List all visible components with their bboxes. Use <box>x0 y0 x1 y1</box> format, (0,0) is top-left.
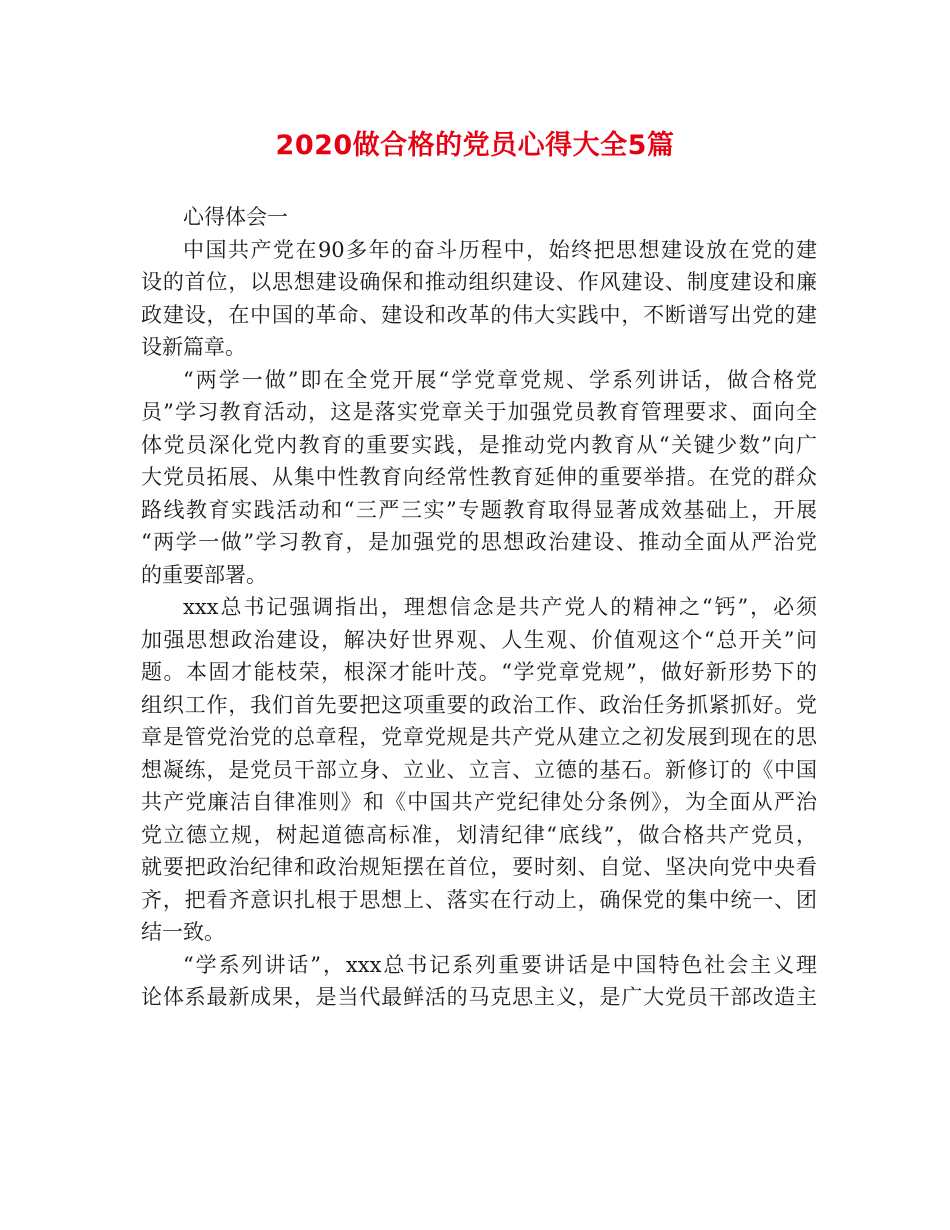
paragraph-line: 体党员深化党内教育的重要实践，是推动党内教育从“关键少数”向广 <box>141 432 817 457</box>
paragraph-line: 章是管党治党的总章程，党章党规是共产党从建立之初发展到现在的思 <box>141 725 817 749</box>
paragraph-line: 中国共产党在90多年的奋斗历程中，始终把思想建设放在党的建 <box>183 237 817 262</box>
paragraph-line: 设新篇章。 <box>141 335 246 359</box>
paragraph-line: 共产党廉洁自律准则》和《中国共产党纪律处分条例》，为全面从严治 <box>141 790 817 814</box>
paragraph-4 <box>141 949 817 1014</box>
paragraph-line: 齐，把看齐意识扎根于思想上、落实在行动上，确保党的集中统一、团 <box>141 887 817 912</box>
paragraph-line: 大党员拓展、从集中性教育向经常性教育延伸的重要举措。在党的群众 <box>141 465 817 489</box>
paragraph-line: 路线教育实践活动和“三严三实”专题教育取得显著成效基础上，开展 <box>141 497 817 522</box>
paragraph-line: 题。本固才能枝荣，根深才能叶茂。“学党章党规”，做好新形势下的 <box>141 660 817 684</box>
paragraph-line: “学系列讲话”，xxx总书记系列重要讲话是中国特色社会主义理 <box>183 952 817 977</box>
paragraph-line: 就要把政治纪律和政治规矩摆在首位，要时刻、自觉、坚决向党中央看 <box>141 855 817 879</box>
paragraph-line: 设的首位，以思想建设确保和推动组织建设、作风建设、制度建设和廉 <box>141 270 817 294</box>
paragraph-3 <box>141 591 817 949</box>
paragraph-line: 党立德立规，树起道德高标准，划清纪律“底线”，做合格共产党员， <box>141 822 817 847</box>
paragraph-line: “两学一做”即在全党开展“学党章党规、学系列讲话，做合格党 <box>183 367 817 392</box>
paragraph-line: 组织工作，我们首先要把这项重要的政治工作、政治任务抓紧抓好。党 <box>141 692 817 717</box>
document-title: 2020做合格的党员心得大全5篇 <box>275 130 675 161</box>
paragraph-line: 结一致。 <box>141 920 225 944</box>
paragraph-line: 的重要部署。 <box>141 562 267 587</box>
paragraph-1 <box>141 234 817 364</box>
section-heading: 心得体会一 <box>183 205 288 229</box>
paragraph-2 <box>141 364 817 592</box>
paragraph-line: 想凝练，是党员干部立身、立业、立言、立德的基石。新修订的《中国 <box>141 757 817 782</box>
paragraph-line: “两学一做”学习教育，是加强党的思想政治建设、推动全面从严治党 <box>141 530 817 554</box>
paragraph-line: 政建设，在中国的革命、建设和改革的伟大实践中，不断谱写出党的建 <box>141 302 817 327</box>
document-body <box>141 201 817 1014</box>
paragraph-line: xxx总书记强调指出，理想信念是共产党人的精神之“钙”，必须 <box>183 595 817 619</box>
paragraph-line: 加强思想政治建设，解决好世界观、人生观、价值观这个“总开关”问 <box>141 627 817 652</box>
paragraph-line: 论体系最新成果，是当代最鲜活的马克思主义，是广大党员干部改造主 <box>141 985 817 1009</box>
paragraph-line: 员”学习教育活动，这是落实党章关于加强党员教育管理要求、面向全 <box>141 400 817 424</box>
